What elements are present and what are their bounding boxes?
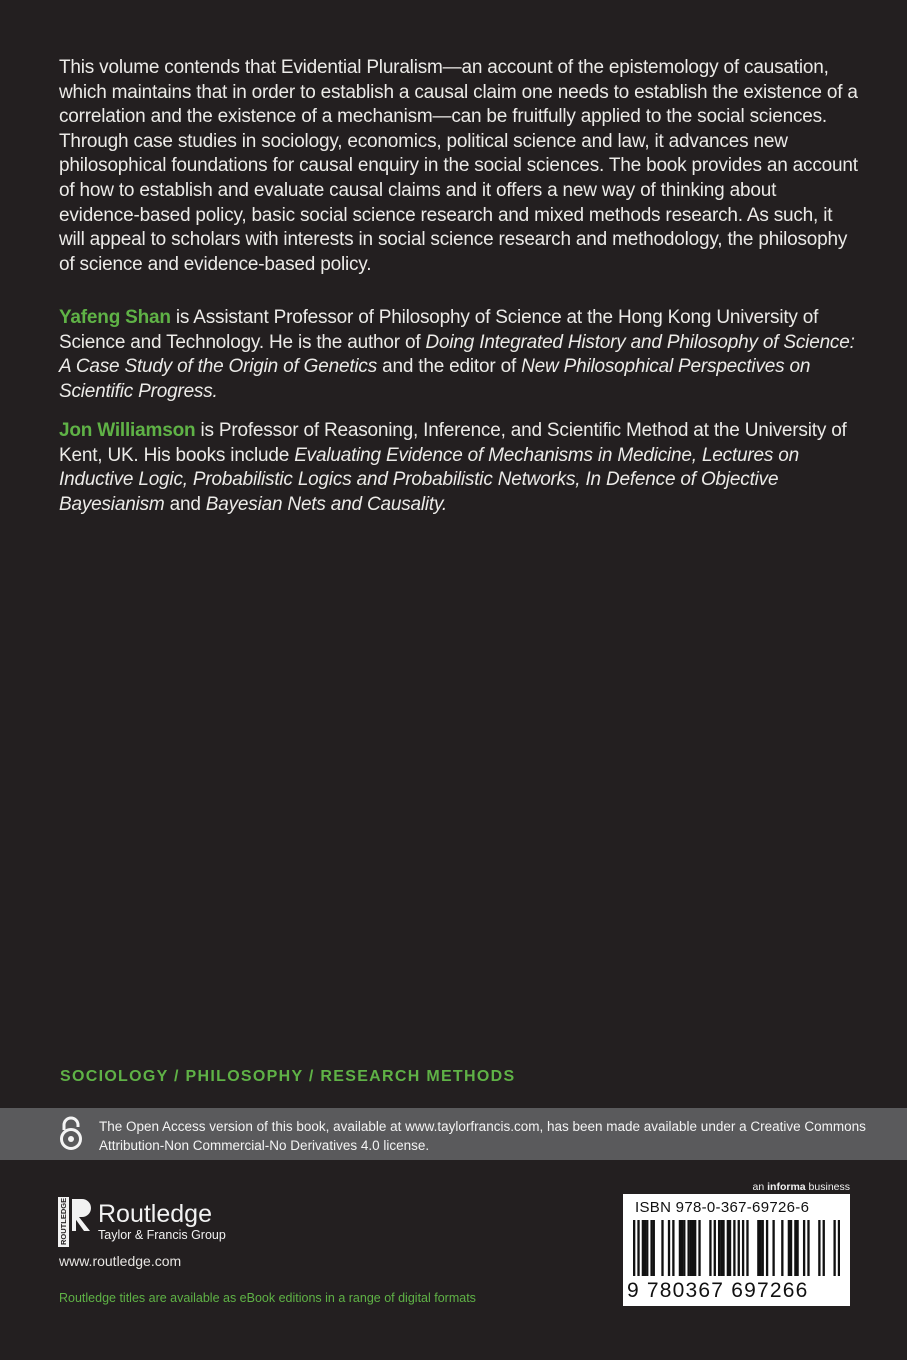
subject-categories: SOCIOLOGY / PHILOSOPHY / RESEARCH METHODS (60, 1068, 516, 1085)
open-access-icon (56, 1116, 86, 1152)
barcode-bar (796, 1220, 798, 1276)
barcode-bar (818, 1220, 820, 1276)
publisher-logo (58, 1196, 226, 1248)
barcode-bar (653, 1220, 655, 1276)
barcode-bar (823, 1220, 825, 1276)
isbn-digits: 9 780367 697266 (627, 1279, 809, 1302)
isbn-barcode (623, 1194, 850, 1306)
barcode-bar (694, 1220, 696, 1276)
barcode-bar (788, 1220, 790, 1276)
bio-text: and (164, 493, 206, 515)
barcode-bar (790, 1220, 792, 1276)
barcode-bar (637, 1220, 639, 1276)
barcode-bar (683, 1220, 685, 1276)
barcode-bar (727, 1220, 729, 1276)
routledge-logo-mark (58, 1197, 92, 1247)
barcode-bar (833, 1220, 835, 1276)
open-access-notice: The Open Access version of this book, available at www.taylorfrancis.com, has been made available under a Creative Commons Attribution-Non Commercial-No Derivatives 4.0 license. (99, 1119, 866, 1153)
barcode-bar (762, 1220, 764, 1276)
barcode-bar (742, 1220, 744, 1276)
book-title: Doing Integrated History and Philosophy of Science: A Case Study of the Origin of Genetics (59, 331, 855, 378)
informa-business-line (753, 1181, 850, 1193)
publisher-group: Taylor & Francis Group (98, 1228, 226, 1242)
barcode-bar (679, 1220, 681, 1276)
author-name: Jon Williamson (59, 420, 196, 441)
barcode-bar (642, 1220, 644, 1276)
informa-suffix: business (805, 1181, 850, 1193)
barcode-bar (644, 1220, 646, 1276)
author-bio-shan (59, 306, 859, 404)
publisher-website[interactable]: www.routledge.com (59, 1253, 182, 1269)
bio-text: is Assistant Professor of Philosophy of Science at the Hong Kong University of Science and Technology. He is the author of (59, 307, 819, 353)
book-title: Bayesian Nets and Causality. (205, 493, 447, 515)
book-blurb: This volume contends that Evidential Pluralism—an account of the epistemology of causation, which maintains that in order to establish a causal claim one needs to establish the existence of a correlation and the existence of a mechanism—can be fruitfully applied to the social sciences. Through case studies in sociology, economics, political science and law, it advances new philosophical foundations for causal enquiry in the social sciences. The book provides an account of how to establish and evaluate causal claims and it offers a new way of thinking about evidence-based policy, basic social science research and mixed methods research. As such, it will appeal to scholars with interests in social science research and methodology, the philosophy of science and evidence-based policy. (59, 57, 858, 275)
open-access-band (0, 1108, 907, 1160)
informa-brand: informa (767, 1181, 806, 1193)
barcode-bar (650, 1220, 652, 1276)
barcode-bar (714, 1220, 716, 1276)
barcode-bar (692, 1220, 694, 1276)
barcode-bar (757, 1220, 759, 1276)
ebook-note: Routledge titles are available as eBook editions in a range of digital formats (59, 1291, 476, 1305)
isbn-label: ISBN 978-0-367-69726-6 (635, 1199, 810, 1216)
barcode-bar (766, 1220, 768, 1276)
barcode-bar (709, 1220, 711, 1276)
barcode-bar (720, 1220, 722, 1276)
barcode-bar (668, 1220, 670, 1276)
publisher-name: Routledge (98, 1200, 212, 1228)
barcode-bar (803, 1220, 805, 1276)
logo-side-text: ROUTLEDGE (59, 1197, 68, 1245)
barcode-bar (729, 1220, 731, 1276)
barcode-bar (718, 1220, 720, 1276)
bio-text: and the editor of (377, 356, 522, 378)
barcode-bar (646, 1220, 648, 1276)
bio-text: is Professor of Reasoning, Inference, and Scientific Method at the University of Kent, UK. His books include (59, 420, 847, 466)
informa-prefix: an (752, 1181, 768, 1193)
barcode-bar (722, 1220, 724, 1276)
barcode-bar (746, 1220, 748, 1276)
barcode-bar (838, 1220, 840, 1276)
barcode-bar (687, 1220, 689, 1276)
barcode-bar (690, 1220, 692, 1276)
barcode-bar (738, 1220, 740, 1276)
book-title: New Philosophical Perspectives on Scientific Progress. (59, 356, 811, 402)
barcode-bar (781, 1220, 783, 1276)
barcode-bar (672, 1220, 674, 1276)
barcode-bars (633, 1220, 840, 1276)
barcode-bar (759, 1220, 761, 1276)
barcode-bar (794, 1220, 796, 1276)
book-title: Evaluating Evidence of Mechanisms in Medicine, Lectures on Inductive Logic, Probabilistic Logics and Probabilistic Networks, In Defence of Objective Bayesianism (59, 444, 800, 515)
author-name: Yafeng Shan (59, 307, 171, 328)
barcode-bar (681, 1220, 683, 1276)
barcode-bar (807, 1220, 809, 1276)
barcode-bar (633, 1220, 635, 1276)
author-bio-williamson (59, 419, 859, 517)
barcode-bar (661, 1220, 663, 1276)
barcode-bar (772, 1220, 774, 1276)
barcode-bar (733, 1220, 735, 1276)
barcode-bar (698, 1220, 700, 1276)
